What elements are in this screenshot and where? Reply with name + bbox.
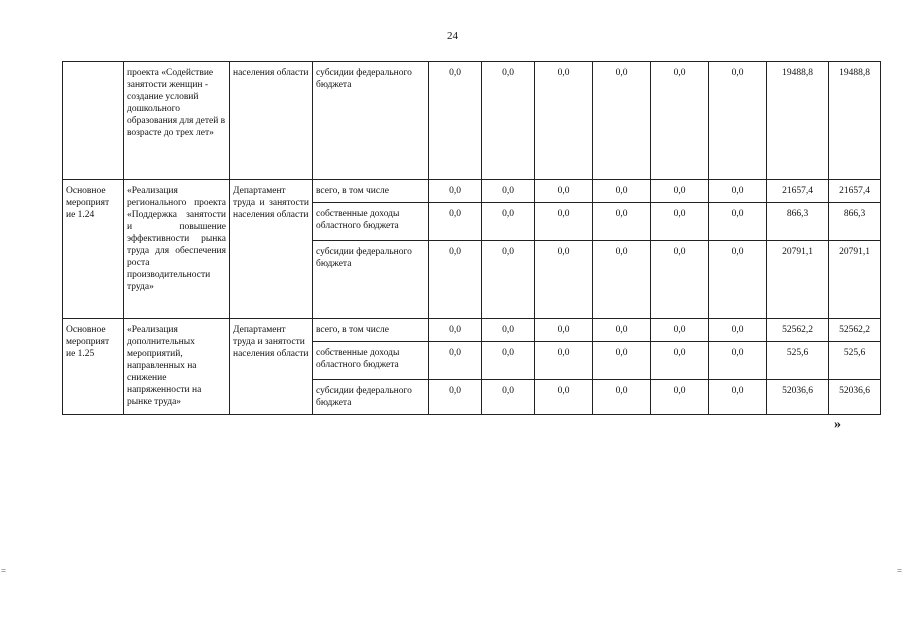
value-cell: 0,0 bbox=[709, 342, 767, 380]
value-cell: 0,0 bbox=[429, 380, 482, 415]
value-cell: 0,0 bbox=[709, 180, 767, 203]
value-cell: 0,0 bbox=[429, 342, 482, 380]
value-cell: 0,0 bbox=[593, 62, 651, 180]
table-row bbox=[63, 319, 881, 342]
value-cell: 20791,1 bbox=[767, 241, 829, 319]
value-cell: 0,0 bbox=[651, 62, 709, 180]
measure-name-cell: проекта «Содействие занятости женщин - создание условий дошкольного образования для детей в возрасте до трех лет» bbox=[124, 62, 230, 180]
funding-source-cell: субсидии федерального бюджета bbox=[313, 380, 429, 415]
value-cell: 52562,2 bbox=[829, 319, 881, 342]
budget-table bbox=[62, 61, 881, 415]
value-cell: 866,3 bbox=[829, 203, 881, 241]
funding-source-cell: субсидии федерального бюджета bbox=[313, 62, 429, 180]
table-row bbox=[63, 180, 881, 203]
value-cell: 0,0 bbox=[535, 241, 593, 319]
edge-mark-left: = bbox=[1, 566, 7, 576]
value-cell: 19488,8 bbox=[767, 62, 829, 180]
value-cell: 0,0 bbox=[535, 180, 593, 203]
value-cell: 0,0 bbox=[651, 342, 709, 380]
value-cell: 866,3 bbox=[767, 203, 829, 241]
value-cell: 0,0 bbox=[593, 180, 651, 203]
value-cell: 0,0 bbox=[593, 380, 651, 415]
table-row bbox=[63, 62, 881, 180]
funding-source-cell: собственные доходы областного бюджета bbox=[313, 342, 429, 380]
value-cell: 21657,4 bbox=[829, 180, 881, 203]
value-cell: 0,0 bbox=[429, 203, 482, 241]
value-cell: 0,0 bbox=[429, 62, 482, 180]
value-cell: 0,0 bbox=[429, 241, 482, 319]
value-cell: 52562,2 bbox=[767, 319, 829, 342]
value-cell: 20791,1 bbox=[829, 241, 881, 319]
value-cell: 0,0 bbox=[709, 203, 767, 241]
measure-name-cell: «Реализация регионального проекта «Поддержка занятости и повышение эффективности рынка труда для обеспечения роста производительности труда» bbox=[124, 180, 230, 319]
value-cell: 0,0 bbox=[709, 62, 767, 180]
measure-number-cell: Основное мероприят ие 1.24 bbox=[63, 180, 124, 319]
value-cell: 52036,6 bbox=[767, 380, 829, 415]
table-body bbox=[63, 62, 881, 415]
value-cell: 0,0 bbox=[593, 241, 651, 319]
executor-cell: Департамент труда и занятости населения области bbox=[230, 180, 313, 319]
value-cell: 0,0 bbox=[651, 319, 709, 342]
value-cell: 52036,6 bbox=[829, 380, 881, 415]
value-cell: 525,6 bbox=[829, 342, 881, 380]
page-number: 24 bbox=[447, 30, 458, 42]
value-cell: 0,0 bbox=[651, 180, 709, 203]
value-cell: 19488,8 bbox=[829, 62, 881, 180]
value-cell: 0,0 bbox=[482, 380, 535, 415]
value-cell: 0,0 bbox=[482, 342, 535, 380]
value-cell: 0,0 bbox=[482, 203, 535, 241]
value-cell: 0,0 bbox=[429, 180, 482, 203]
funding-source-cell: собственные доходы областного бюджета bbox=[313, 203, 429, 241]
executor-cell: населения области bbox=[230, 62, 313, 180]
value-cell: 0,0 bbox=[482, 319, 535, 342]
value-cell: 0,0 bbox=[482, 62, 535, 180]
value-cell: 0,0 bbox=[482, 241, 535, 319]
value-cell: 0,0 bbox=[482, 180, 535, 203]
value-cell: 0,0 bbox=[535, 62, 593, 180]
value-cell: 0,0 bbox=[651, 241, 709, 319]
value-cell: 0,0 bbox=[429, 319, 482, 342]
value-cell: 0,0 bbox=[593, 203, 651, 241]
executor-cell: Департамент труда и занятости населения области bbox=[230, 319, 313, 415]
value-cell: 0,0 bbox=[535, 319, 593, 342]
value-cell: 0,0 bbox=[535, 380, 593, 415]
value-cell: 525,6 bbox=[767, 342, 829, 380]
value-cell: 0,0 bbox=[535, 203, 593, 241]
value-cell: 21657,4 bbox=[767, 180, 829, 203]
value-cell: 0,0 bbox=[709, 319, 767, 342]
value-cell: 0,0 bbox=[651, 203, 709, 241]
funding-source-cell: всего, в том числе bbox=[313, 180, 429, 203]
edge-mark-right: = bbox=[897, 566, 903, 576]
value-cell: 0,0 bbox=[651, 380, 709, 415]
measure-number-cell bbox=[63, 62, 124, 180]
closing-quote: » bbox=[834, 417, 841, 432]
funding-source-cell: субсидии федерального бюджета bbox=[313, 241, 429, 319]
value-cell: 0,0 bbox=[593, 342, 651, 380]
measure-name-cell: «Реализация дополнительных мероприятий, направленных на снижение напряженности на рынке труда» bbox=[124, 319, 230, 415]
measure-number-cell: Основное мероприят ие 1.25 bbox=[63, 319, 124, 415]
value-cell: 0,0 bbox=[709, 380, 767, 415]
value-cell: 0,0 bbox=[709, 241, 767, 319]
funding-source-cell: всего, в том числе bbox=[313, 319, 429, 342]
value-cell: 0,0 bbox=[593, 319, 651, 342]
value-cell: 0,0 bbox=[535, 342, 593, 380]
